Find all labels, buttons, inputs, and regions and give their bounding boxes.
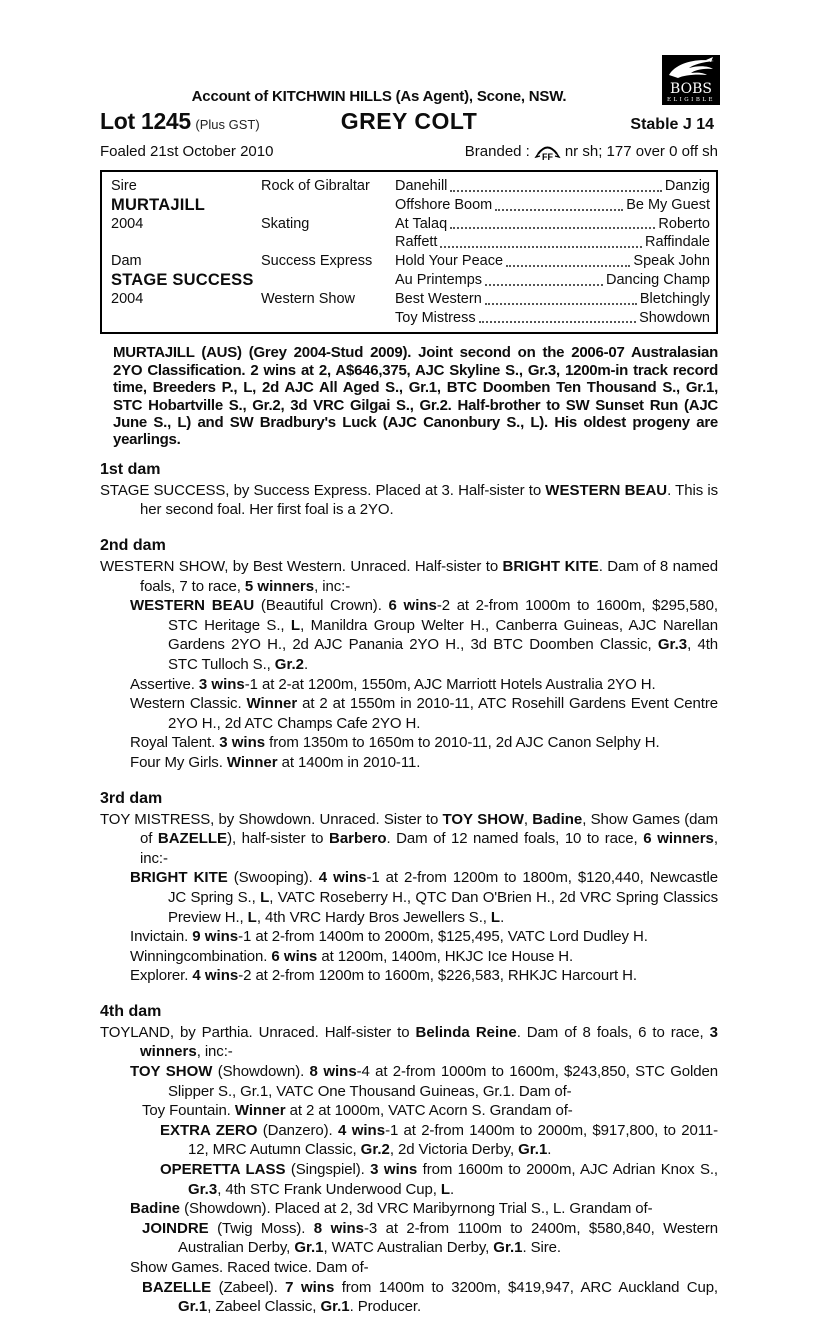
pedigree-col3 <box>395 177 710 327</box>
bobs-eligible-icon <box>662 55 720 105</box>
page-content <box>100 55 718 1317</box>
dam-sections <box>100 461 718 1317</box>
pedigree-entry: Western Classic. Winner at 2 at 1550m in 2010-11, ATC Rosehill Gardens Event Centre 2YO H., 2d ATC Champs Cafe 2YO H. <box>130 695 718 732</box>
bobs-subtitle: ELIGIBLE <box>666 97 716 103</box>
pedigree-cell: Success Express <box>261 253 373 270</box>
pedigree-col1 <box>111 177 261 327</box>
pedigree-entry: BRIGHT KITE (Swooping). 4 wins-1 at 2-from 1200m to 1800m, $120,440, Newcastle JC Spring S., L, VATC Roseberry H., QTC Dan O'Brien H., 2d VRC Spring Classics Preview H., L, 4th VRC Hardy Bros Jewellers S., L. <box>130 869 718 926</box>
pedigree-cell: Skating <box>261 215 310 232</box>
ancestor-name: Toy Mistress <box>395 309 476 326</box>
pedigree-cell <box>261 196 395 215</box>
gst-note: (Plus GST) <box>195 117 260 132</box>
pedigree-entry: OPERETTA LASS (Singspiel). 3 wins from 1600m to 2000m, AJC Adrian Knox S., Gr.3, 4th STC Frank Underwood Cup, L. <box>160 1161 718 1198</box>
dot-leader <box>485 303 637 305</box>
pedigree-cell: 2004 <box>111 215 144 232</box>
pedigree-cell: Rock of Gibraltar <box>261 178 370 194</box>
dam-heading: 4th dam <box>100 1002 162 1020</box>
page-title: GREY COLT <box>340 108 478 134</box>
dam-heading: 2nd dam <box>100 537 166 554</box>
pedigree-entry: BAZELLE (Zabeel). 7 wins from 1400m to 3200m, $419,947, ARC Auckland Cup, Gr.1, Zabeel Classic, Gr.1. Producer. <box>142 1278 718 1316</box>
ancestor-sire: Danzig <box>664 178 710 194</box>
pedigree-entry: Royal Talent. 3 wins from 1350m to 1650m to 2010-11, 2d AJC Canon Selphy H. <box>130 734 660 752</box>
branded-line <box>465 142 718 161</box>
dot-leader <box>479 321 636 323</box>
pedigree-ancestor-row <box>395 309 710 328</box>
pedigree-ancestor-row <box>395 233 710 252</box>
dot-leader <box>506 265 630 267</box>
account-line: Account of KITCHWIN HILLS (As Agent), Scone, NSW. <box>191 88 567 105</box>
pedigree-entry: TOYLAND, by Parthia. Unraced. Half-sister to Belinda Reine. Dam of 8 foals, 6 to race, 3 winners, inc:- <box>100 1023 718 1061</box>
ancestor-sire: Speak John <box>633 253 710 270</box>
pedigree-cell: Dam <box>111 253 142 270</box>
pedigree-cell: STAGE SUCCESS <box>111 270 254 289</box>
lot-group <box>100 108 341 135</box>
sire-summary: MURTAJILL (AUS) (Grey 2004-Stud 2009). Joint second on the 2006-07 Australasian 2YO Classification. 2 wins at 2, A$646,375, AJC Skyline S., Gr.3, 1200m-in track record time, Breeders P., L, 2d AJC All Aged S., Gr.1, BTC Doomben Ten Thousand S., Gr.1, STC Hobartville S., Gr.2, 3d VRC Gilgai S., Gr.2. Half-brother to SW Sunset Run (AJC June S., L) and SW Bradbury's Luck (AJC Canonbury S., L). His oldest progeny are yearlings. <box>113 344 718 449</box>
ancestor-sire: Dancing Champ <box>606 271 710 288</box>
ancestor-name: Hold Your Peace <box>395 253 504 270</box>
pedigree-cell: 2004 <box>111 290 144 307</box>
dot-leader <box>485 284 603 286</box>
pedigree-cell <box>111 309 261 328</box>
pedigree-entry: Toy Fountain. Winner at 2 at 1000m, VATC Acorn S. Grandam of- <box>142 1102 573 1120</box>
pedigree-cell <box>111 233 261 252</box>
pedigree-cell: Sire <box>111 178 137 194</box>
pedigree-ancestor-row <box>395 215 710 234</box>
pedigree-cell <box>261 271 395 290</box>
dot-leader <box>440 246 642 248</box>
pedigree-entry: EXTRA ZERO (Danzero). 4 wins-1 at 2-from 1400m to 2000m, $917,800, to 2011-12, MRC Autumn Classic, Gr.2, 2d Victoria Derby, Gr.1. <box>160 1121 718 1159</box>
brand-letters: FF <box>541 152 553 162</box>
pedigree-ancestor-row <box>395 196 710 215</box>
bobs-title: BOBS <box>670 81 712 97</box>
ancestor-name: Offshore Boom <box>395 196 493 213</box>
dot-leader <box>495 209 623 211</box>
foaled-date: Foaled 21st October 2010 <box>100 143 274 160</box>
ancestor-sire: Roberto <box>658 215 710 232</box>
pedigree-entry: JOINDRE (Twig Moss). 8 wins-3 at 2-from 1100m to 2400m, $580,840, Western Australian Derby, Gr.1, WATC Australian Derby, Gr.1. Sire. <box>142 1219 718 1257</box>
pedigree-cell <box>261 309 395 328</box>
branded-description: nr sh; 177 over 0 off sh <box>564 143 718 160</box>
pedigree-entry: Four My Girls. Winner at 1400m in 2010-11. <box>130 753 421 771</box>
pedigree-ancestor-row <box>395 177 710 196</box>
pedigree-table <box>100 170 718 334</box>
ancestor-sire: Raffindale <box>644 234 710 251</box>
pedigree-ancestor-row <box>395 252 710 271</box>
pedigree-cell <box>261 233 395 252</box>
header <box>100 55 718 161</box>
ancestor-sire: Showdown <box>639 309 710 326</box>
pedigree-entry: WESTERN SHOW, by Best Western. Unraced. Half-sister to BRIGHT KITE. Dam of 8 named foals, 7 to race, 5 winners, inc:- <box>100 558 718 595</box>
pedigree-entry: WESTERN BEAU (Beautiful Crown). 6 wins-2 at 2-from 1000m to 1600m, $295,580, STC Heritage S., L, Manildra Group Welter H., Canberra Guineas, AJC Narellan Gardens 2YO H., 2d AJC Panania 2YO H., 3d BTC Doomben Classic, Gr.3, 4th STC Tulloch S., Gr.2. <box>130 597 718 673</box>
pedigree-entry: Invictain. 9 wins-1 at 2-from 1400m to 2000m, $125,495, VATC Lord Dudley H. <box>130 928 648 946</box>
pedigree-entry: Assertive. 3 wins-1 at 2-at 1200m, 1550m, AJC Marriott Hotels Australia 2YO H. <box>130 675 656 693</box>
lot-row <box>100 108 718 135</box>
dam-heading: 1st dam <box>100 460 161 478</box>
ancestor-name: Best Western <box>395 290 482 307</box>
bobs-logo <box>662 55 720 105</box>
ancestor-name: Danehill <box>395 178 448 194</box>
lot-number: Lot 1245 <box>100 108 191 134</box>
pedigree-entry: Explorer. 4 wins-2 at 2-from 1200m to 1600m, $226,583, RHKJC Harcourt H. <box>130 967 637 985</box>
pedigree-ancestor-row <box>395 271 710 290</box>
branded-label: Branded : <box>464 143 530 160</box>
pedigree-cell: MURTAJILL <box>111 195 206 214</box>
pedigree-col2 <box>261 177 395 327</box>
dot-leader <box>450 227 655 229</box>
dot-leader <box>450 190 661 192</box>
ancestor-sire: Bletchingly <box>639 290 710 307</box>
pedigree-entry: Badine (Showdown). Placed at 2, 3d VRC Maribyrnong Trial S., L. Grandam of- <box>130 1200 653 1218</box>
stable-number: Stable J 14 <box>630 116 714 133</box>
pedigree-entry: TOY MISTRESS, by Showdown. Unraced. Sister to TOY SHOW, Badine, Show Games (dam of BAZELLE), half-sister to Barbero. Dam of 12 named foals, 10 to race, 6 winners, inc:- <box>100 810 718 867</box>
ancestor-name: At Talaq <box>395 215 448 232</box>
foal-row <box>100 142 718 161</box>
pedigree-entry: TOY SHOW (Showdown). 8 wins-4 at 2-from 1000m to 1600m, $243,850, STC Golden Slipper S., Gr.1, VATC One Thousand Guineas, Gr.1. Dam of- <box>130 1063 718 1100</box>
pedigree-entry: Show Games. Raced twice. Dam of- <box>130 1259 369 1276</box>
pedigree-entry: STAGE SUCCESS, by Success Express. Placed at 3. Half-sister to WESTERN BEAU. This is her second foal. Her first foal is a 2YO. <box>100 481 718 519</box>
pedigree-ancestor-row <box>395 290 710 309</box>
pedigree-cell: Western Show <box>261 290 356 307</box>
ancestor-name: Au Printemps <box>395 271 483 288</box>
dam-heading: 3rd dam <box>100 789 163 807</box>
pedigree-entry: Winningcombination. 6 wins at 1200m, 1400m, HKJC Ice House H. <box>130 947 574 965</box>
ancestor-name: Raffett <box>395 234 438 251</box>
ancestor-sire: Be My Guest <box>626 196 710 213</box>
horse-brand-icon <box>535 142 560 163</box>
